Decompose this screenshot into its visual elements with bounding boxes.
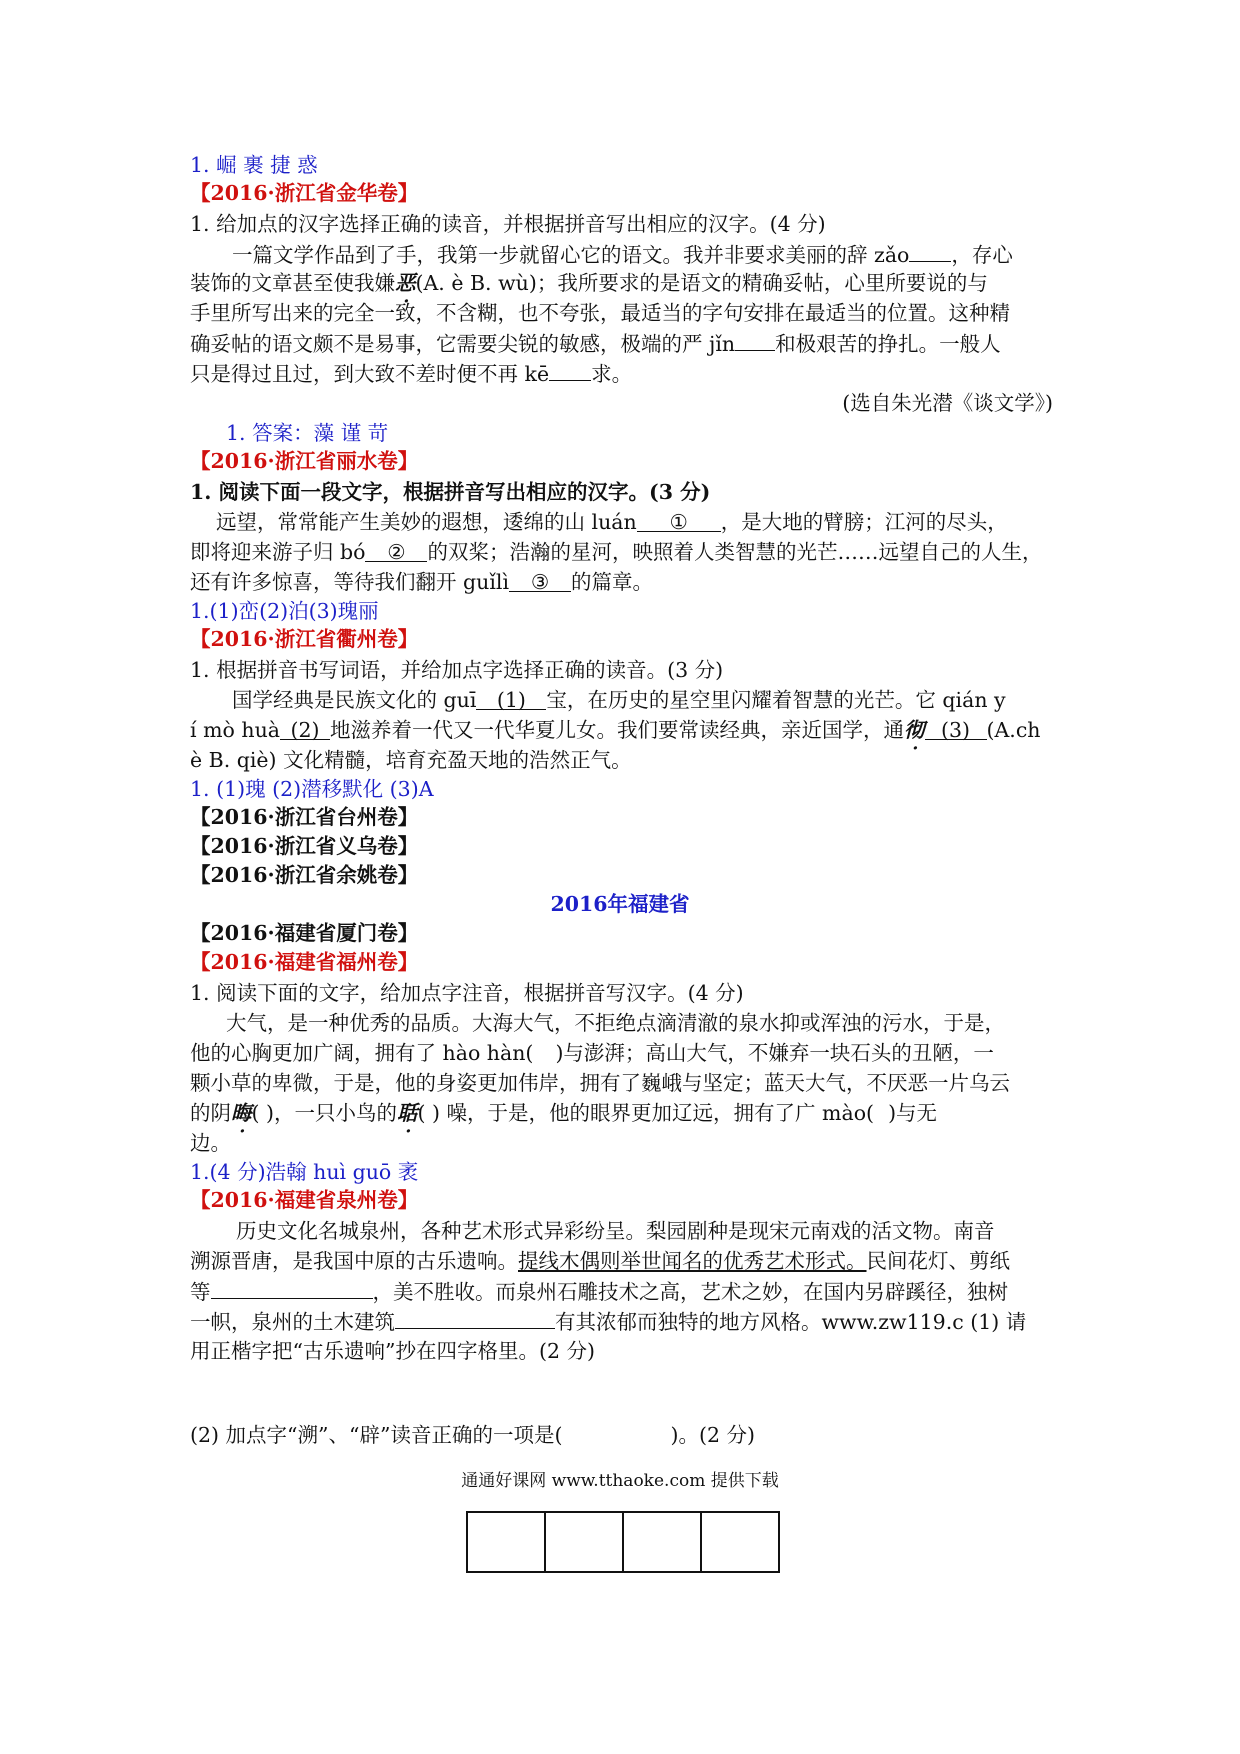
question-text: (2) 加点字“溯”、“辟”读音正确的一项是( <box>190 1423 563 1447</box>
answer-blank-3[interactable]: (3) <box>925 717 987 740</box>
passage-text: í mò huà <box>190 718 280 742</box>
passage-line <box>216 507 1008 537</box>
answer-blank[interactable] <box>909 239 951 262</box>
question-jinhua: 1. 给加点的汉字选择正确的读音，并根据拼音写出相应的汉字。(4 分) <box>190 212 826 236</box>
grid-cell[interactable] <box>468 1513 544 1571</box>
dotted-character: 晦 <box>231 1101 252 1125</box>
passage-text: 远望，常常能产生美妙的遐想，逶绵的山 luán <box>216 510 637 534</box>
passage-text: 的双桨；浩瀚的星河，映照着人类智慧的光芒……远望自己的人生， <box>427 540 1043 564</box>
page-footer: 通通好课网 www.tthaoke.com 提供下载 <box>461 1471 779 1491</box>
answer-blank-2[interactable]: (2) <box>280 717 330 740</box>
passage-line <box>232 685 1006 715</box>
question-line <box>190 1420 755 1450</box>
passage-line <box>190 1038 994 1068</box>
section-heading-lishui: 【2016·浙江省丽水卷】 <box>190 449 419 473</box>
passage-text: 等 <box>190 1280 211 1304</box>
question-lishui: 1. 阅读下面一段文字，根据拼音写出相应的汉字。(3 分) <box>190 480 711 504</box>
passage-text: (A.ch <box>986 718 1041 742</box>
passage-line <box>190 358 632 389</box>
question-fuzhou: 1. 阅读下面的文字，给加点字注音，根据拼音写汉字。(4 分) <box>190 981 744 1005</box>
section-heading-jinhua: 【2016·浙江省金华卷】 <box>190 181 419 205</box>
section-heading-yuyao: 【2016·浙江省余姚卷】 <box>190 863 419 887</box>
passage-text: 宝，在历史的星空里闪耀着智慧的光芒。它 qián y <box>546 688 1006 712</box>
question-quzhou: 1. 根据拼音书写词语，并给加点字选择正确的读音。(3 分) <box>190 658 724 682</box>
passage-text: 确妥帖的语文颇不是易事，它需要尖锐的敏感，极端的严 jǐn <box>190 332 736 356</box>
question-text: )。(2 分) <box>670 1423 756 1447</box>
answer-quzhou: 1. (1)瑰 (2)潜移默化 (3)A <box>190 777 434 801</box>
passage-text: 他的心胸更加广阔，拥有了 hào hàn( <box>190 1041 534 1065</box>
passage-text: 的篇章。 <box>571 570 654 594</box>
answer-blank[interactable] <box>549 358 591 381</box>
passage-line: 大气，是一种优秀的品质。大海大气，不拒绝点滴清澈的泉水抑或浑浊的污水，于是， <box>226 1011 1005 1035</box>
section-heading-quzhou: 【2016·浙江省衢州卷】 <box>190 627 419 651</box>
dotted-character: 彻 <box>904 718 925 742</box>
passage-text: 装饰的文章甚至使我嫌 <box>190 271 395 295</box>
dotted-character: 恶 <box>395 271 416 295</box>
passage-text: ( ) 噪，于是，他的眼界更加辽远，拥有了广 mào( <box>417 1101 875 1125</box>
answer-blank[interactable] <box>211 1276 373 1299</box>
passage-text: 只是得过且过，到大致不差时便不再 kē <box>190 362 550 386</box>
answer-blank-1[interactable]: (1) <box>476 687 546 710</box>
answer-lishui: 1.(1)峦(2)泊(3)瑰丽 <box>190 599 379 623</box>
passage-text: )与澎湃；高山大气，不嫌弃一块石头的丑陋，一 <box>555 1041 994 1065</box>
passage-text: 一帜，泉州的土木建筑 <box>190 1310 395 1334</box>
passage-line <box>190 537 1042 567</box>
passage-text: ，美不胜收。而泉州石雕技术之高，艺术之妙，在国内另辟蹊径，独树 <box>372 1280 1008 1304</box>
passage-text: 地滋养着一代又一代华夏儿女。我们要常读经典，亲近国学，通 <box>330 718 904 742</box>
answer-jinhua: 1. 答案：藻 谨 苛 <box>226 421 389 445</box>
answer-blank-2[interactable]: ② <box>365 539 427 562</box>
answer-fuzhou: 1.(4 分)浩翰 huì guō 袤 <box>190 1160 419 1184</box>
passage-line <box>190 1098 937 1128</box>
jinhua-prev-answer: 1. 崛 裹 捷 惑 <box>190 153 318 177</box>
passage-text: 民间花灯、剪纸 <box>866 1249 1010 1273</box>
passage-text: 有其浓郁而独特的地方风格。www.zw119.c (1) 请 <box>555 1310 1027 1334</box>
passage-line <box>190 268 988 298</box>
passage-line: è B. qiè) 文化精髓，培育充盈天地的浩然正气。 <box>190 748 632 772</box>
passage-text: )与无 <box>888 1101 938 1125</box>
passage-line <box>190 567 653 597</box>
passage-line: 手里所写出来的完全一致，不含糊，也不夸张，最适当的字句安排在最适当的位置。这种精 <box>190 301 1010 325</box>
section-heading-xiamen: 【2016·福建省厦门卷】 <box>190 921 419 945</box>
passage-text: 还有许多惊喜，等待我们翻开 guǐlì <box>190 570 510 594</box>
passage-text: 求。 <box>591 362 633 386</box>
grid-cell[interactable] <box>622 1513 700 1571</box>
four-character-grid[interactable] <box>466 1511 780 1573</box>
passage-line <box>190 715 1041 745</box>
dotted-character: 聒 <box>397 1101 418 1125</box>
section-heading-taizhou: 【2016·浙江省台州卷】 <box>190 805 419 829</box>
passage-text: 的阴 <box>190 1101 231 1125</box>
grid-cell[interactable] <box>700 1513 778 1571</box>
passage-line <box>190 1276 1008 1307</box>
answer-blank-3[interactable]: ③ <box>509 569 571 592</box>
passage-line <box>232 239 1013 270</box>
passage-line <box>190 1306 1026 1337</box>
answer-blank[interactable] <box>395 1306 555 1329</box>
underlined-sentence: 提线木偶则举世闻名的优秀艺术形式。 <box>518 1249 867 1273</box>
passage-text: ，存心 <box>951 243 1013 267</box>
passage-text: 和极艰苦的挣扎。一般人 <box>775 332 1001 356</box>
passage-text: 国学经典是民族文化的 guī <box>232 688 477 712</box>
answer-blank-1[interactable]: ① <box>637 509 721 532</box>
passage-line: 边。 <box>190 1131 231 1155</box>
passage-line: 用正楷字把“古乐遗响”抄在四字格里。(2 分) <box>190 1339 596 1363</box>
section-heading-quanzhou: 【2016·福建省泉州卷】 <box>190 1188 419 1212</box>
answer-blank[interactable] <box>735 328 775 351</box>
section-heading-fuzhou: 【2016·福建省福州卷】 <box>190 950 419 974</box>
passage-text: 一篇文学作品到了手，我第一步就留心它的语文。我并非要求美丽的辞 zǎo <box>232 243 910 267</box>
source-citation: (选自朱光潜《谈文学》) <box>842 391 1053 415</box>
passage-text: 溯源晋唐，是我国中原的古乐遗响。 <box>190 1249 518 1273</box>
passage-text: ( )，一只小鸟的 <box>251 1101 398 1125</box>
passage-line <box>190 328 1001 359</box>
passage-line <box>190 1246 1010 1276</box>
section-heading-yiwu: 【2016·浙江省义乌卷】 <box>190 834 419 858</box>
passage-text: ，是大地的臂膀；江河的尽头， <box>720 510 1008 534</box>
province-title-fujian: 2016年福建省 <box>550 892 690 916</box>
passage-line: 历史文化名城泉州，各种艺术形式异彩纷呈。梨园剧种是现宋元南戏的活文物。南音 <box>236 1219 995 1243</box>
grid-cell[interactable] <box>544 1513 622 1571</box>
passage-text: (A. è B. wù)；我所要求的是语文的精确妥帖，心里所要说的与 <box>415 271 988 295</box>
passage-text: 即将迎来游子归 bó <box>190 540 366 564</box>
passage-line: 颗小草的卑微，于是，他的身姿更加伟岸，拥有了巍峨与坚定；蓝天大气，不厌恶一片乌云 <box>190 1071 1010 1095</box>
